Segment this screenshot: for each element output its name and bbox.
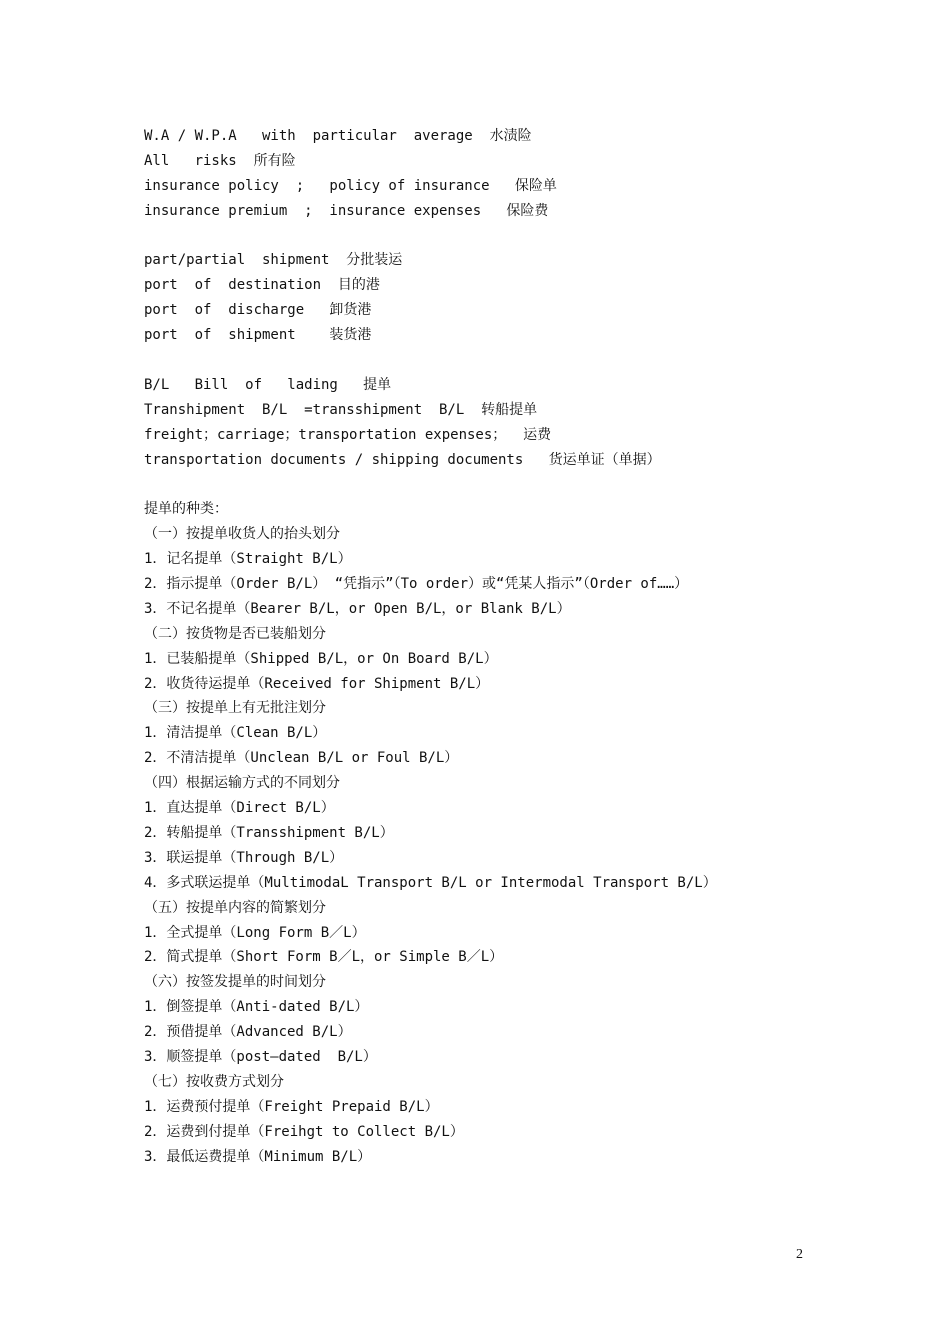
blank-line	[144, 472, 844, 497]
list-item: 1．已装船提单（Shipped B/L，or On Board B/L）	[144, 650, 498, 667]
text-line: port of destination 目的港	[144, 277, 380, 294]
list-item: 3．联运提单（Through B/L）	[144, 849, 344, 866]
text-line: W.A / W.P.A with particular average 水渍险	[144, 128, 532, 144]
list-item: 3．最低运费提单（Minimum B/L）	[144, 1148, 372, 1165]
text-line: insurance premium ; insurance expenses 保险费	[144, 202, 549, 219]
category-heading: （二）按货物是否已装船划分	[144, 625, 326, 642]
text-line: port of shipment 装货港	[144, 327, 372, 344]
list-item: 2．简式提单（Short Form B／L，or Simple B／L）	[144, 949, 504, 966]
text-line: insurance policy ; policy of insurance 保险单	[144, 177, 557, 194]
section-heading: 提单的种类：	[144, 501, 228, 518]
list-item: 2．不清洁提单（Unclean B/L or Foul B/L）	[144, 750, 459, 767]
list-item: 2．预借提单（Advanced B/L）	[144, 1024, 352, 1041]
page-number: 2	[796, 1247, 803, 1262]
text-line: B/L Bill of lading 提单	[144, 376, 392, 393]
list-item: 2．转船提单（Transshipment B/L）	[144, 824, 394, 841]
list-item: 4．多式联运提单（MultimodaL Transport B/L or Intermodal Transport B/L）	[144, 874, 717, 891]
text-line: freight；carriage；transportation expenses； 运费	[144, 426, 552, 443]
list-item: 2．运费到付提单（Freihgt to Collect B/L）	[144, 1123, 464, 1140]
list-item: 1．记名提单（Straight B/L）	[144, 551, 352, 568]
text-line: transportation documents / shipping documents 货运单证（单据）	[144, 451, 661, 468]
category-heading: （六）按签发提单的时间划分	[144, 974, 326, 991]
list-item: 1．直达提单（Direct B/L）	[144, 800, 335, 817]
category-heading: （五）按提单内容的简繁划分	[144, 899, 326, 916]
list-item: 3．不记名提单（Bearer B/L，or Open B/L，or Blank B/L）	[144, 600, 571, 617]
list-item: 3．顺签提单（post—dated B/L）	[144, 1048, 377, 1065]
list-item: 1．全式提单（Long Form B／L）	[144, 924, 366, 941]
text-line: Transhipment B/L =transshipment B/L 转船提单	[144, 401, 538, 418]
list-item: 1．倒签提单（Anti-dated B/L）	[144, 999, 369, 1016]
list-item: 2．收货待运提单（Received for Shipment B/L）	[144, 675, 490, 692]
category-heading: （三）按提单上有无批注划分	[144, 700, 326, 717]
text-line: port of discharge 卸货港	[144, 302, 372, 319]
list-item: 1．运费预付提单（Freight Prepaid B/L）	[144, 1098, 439, 1115]
text-line: part/partial shipment 分批装运	[144, 252, 403, 269]
category-heading: （四）根据运输方式的不同划分	[144, 775, 340, 792]
blank-line	[144, 224, 844, 249]
list-item: 1．清洁提单（Clean B/L）	[144, 725, 327, 742]
category-heading: （七）按收费方式划分	[144, 1073, 284, 1090]
category-heading: （一）按提单收货人的抬头划分	[144, 526, 340, 543]
document-body	[144, 124, 844, 1169]
text-line: All risks 所有险	[144, 152, 296, 169]
blank-line	[144, 348, 844, 373]
list-item: 2．指示提单（Order B/L） “凭指示”（To order）或“凭某人指示”（Order of……）	[144, 576, 689, 593]
